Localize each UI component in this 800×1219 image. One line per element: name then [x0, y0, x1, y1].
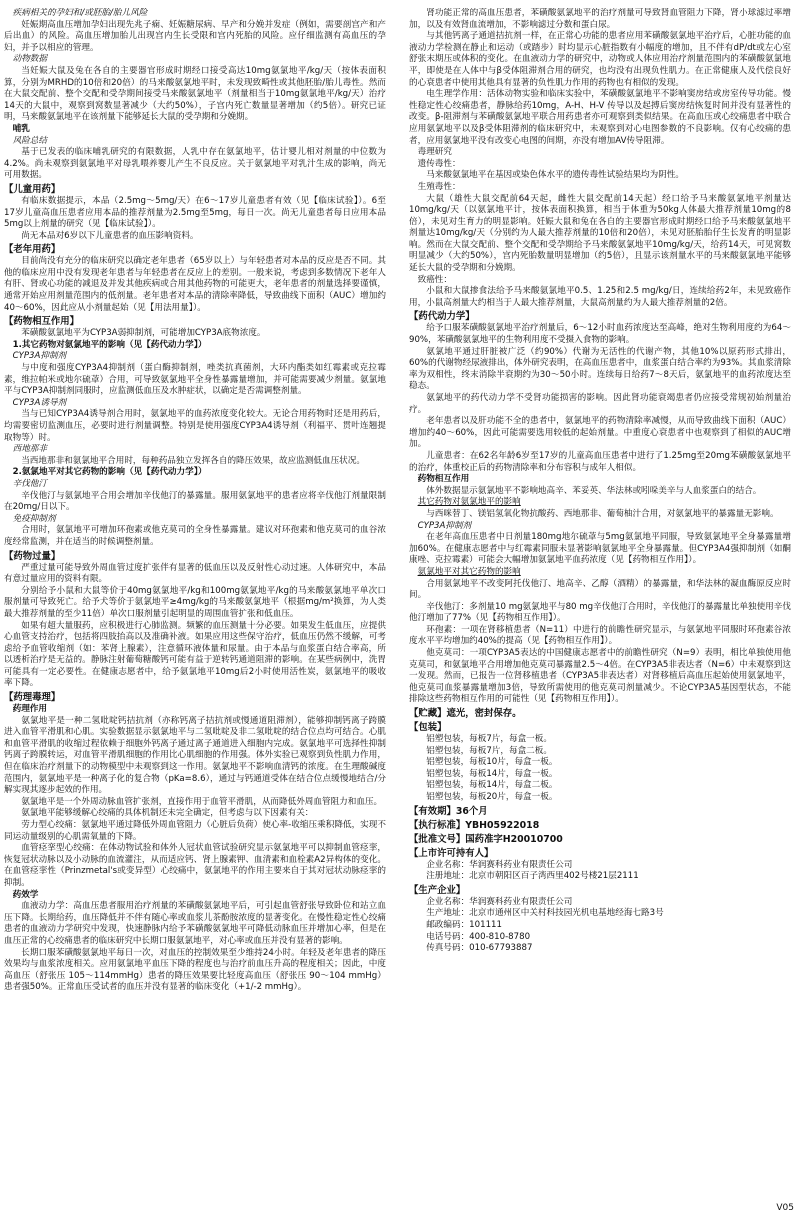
paragraph: 生殖毒性：: [417, 181, 461, 192]
paragraph: 妊娠期高血压增加孕妇出现先兆子痫、妊娠糖尿病、早产和分娩并发症（例如，需要剖宫产和产后出血）的风险。高血压增加胎儿出现宫内生长受限和宫内死胎的风险。应仔细监测有高血压的孕妇，并予以相应的管理。: [4, 19, 386, 53]
info-label: 注册地址：: [426, 871, 470, 882]
info-row: [409, 943, 791, 955]
paragraph: 马来酸氨氯地平在基因或染色体水平的遗传毒性试验结果均为阴性。: [426, 170, 685, 181]
subsection-title: 西地那非: [12, 444, 47, 455]
subsection-title: 免疫抑制剂: [12, 513, 56, 524]
paragraph: 血液动力学：高血压患者服用治疗剂量的苯磺酸氨氯地平后，可引起血管舒张导致卧位和站立血压下降。长期给药，血压降低并不伴有随心率或血浆儿茶酚胺浓度的显著变化。在慢性稳定性心绞痛患者的血液动力学研究中发现，快速静脉内给予苯磺酸氨氯地平可降低动脉血压并增加心率，但是在血压正常的心绞痛患者的临床研究中长期口服氨氯地平，对心率或血压并没有显著的影响。: [4, 901, 386, 946]
paragraph: 当与已知CYP3A4诱导剂合用时，氨氯地平的血药浓度变化较大。无论合用药物时还是用药后，均需要密切监测血压，必要时进行剂量调整。特别是使用强度CYP3A4诱导剂（利福平、贯叶连翘提取物等）时。: [4, 409, 386, 443]
paragraph: 辛伐他汀：多剂量10 mg氨氯地平与80 mg辛伐他汀合用时，辛伐他汀的暴露量比单独使用辛伐他汀增加了77%（见【药物相互作用】）。: [409, 601, 791, 624]
paragraph: 铝塑包装，每板10片，每盒一板。: [426, 757, 558, 768]
paragraph: 劳力型心绞痛：氨氯地平通过降低外周血管阻力（心脏后负荷）使心率-收缩压乘积降低，实现不同运动量级别的心肌需氧量的下降。: [4, 820, 386, 842]
paragraph: 当妊娠大鼠及兔在各自的主要器官形成时期经口接受高达10mg氨氯地平/kg/天（按体表面积算，分别为MRHD的10倍和20倍）的马来酸氨氯地平时，未发现致畸性或其他胚胎/胎儿毒性。然而在大鼠交配前、整个交配和受孕期间接受马来酸氨氯地平（剂量相当于10mg氨氯地平/kg/天）治疗14天的大鼠中，观察到窝数显著减少（大约50%），子宫内死亡数量显著增加（约5倍）。研究已证明，马来酸氨氯地平在该剂量下能够延长大鼠的受孕期和分娩期。: [4, 65, 386, 123]
paragraph: 氨氯地平是一个外周动脉血管扩张剂，直接作用于血管平滑肌，从而降低外周血管阻力和血压。: [21, 796, 383, 807]
section-heading: 【执行标准】YBH05922018: [409, 819, 540, 831]
paragraph: 合用时，氨氯地平可增加环孢素或他克莫司的全身性暴露量。建议对环孢素和他克莫司的血谷浓度经常监测，并在适当的时候调整剂量。: [4, 525, 386, 547]
paragraph: 严重过量可能导致外周血管过度扩张伴有显著的低血压以及反射性心动过速。人体研究中，本品有意过量应用的资料有限。: [4, 562, 386, 585]
info-label: 电话号码：: [426, 931, 470, 942]
section-heading: 【包装】: [409, 722, 447, 734]
paragraph: 尚无本品对6岁以下儿童患者的血压影响资料。: [21, 230, 199, 241]
paragraph: 基于已发表的临床哺乳研究的有限数据，人乳中存在氨氯地平，估计婴儿相对剂量的中位数为 4.2%。尚未观察到氨氯地平对母乳喂养婴儿产生不良反应。关于氨氯地平对乳汁生成的影响，尚无可用数据。: [4, 147, 386, 181]
info-row: [409, 908, 791, 920]
paragraph: 分别给予小鼠和大鼠等价于40mg氨氯地平/kg和100mg氨氯地平/kg的马来酸氨氯地平单次口服剂量可导致死亡。给予犬等价于氨氯地平≥4mg/kg的马来酸氨氯地平（根据mg/m²换算，为人类最大推荐剂量的至少11倍）单次口服剂量引起明显的周围血管扩张和低血压。: [4, 585, 386, 619]
info-row: [409, 920, 791, 932]
info-value: 北京市通州区中关村科技园光机电基地经海七路3号: [469, 908, 664, 919]
paragraph: 与其他钙离子通道拮抗剂一样，在正常心功能的患者应用苯磺酸氨氯地平治疗后，心脏功能的血液动力学检测在静止和运动（或踏步）时均显示心脏指数有小幅度的增加，且不伴有dP/dt或左心室舒张末期压或体积的变化。在血液动力学的研究中，动物或人体应用治疗剂量范围内的苯磺酸氨氯地平，即使是在人体中与β受体阻滞剂合用的研究，也均没有出现负性肌力。在正常健康人及代偿良好的心衰患者中使用其他具有显著的负性肌力作用的药物也有相似的发现。: [409, 31, 791, 88]
paragraph: 在老年高血压患者中日剂量180mg地尔硫䓬与5mg氨氯地平同服，导致氨氯地平全身暴露量增加60%。在健康志愿者中与红霉素同服未显著影响氨氯地平全身暴露量。但CYP3A4强抑制剂（如酮康唑、克拉霉素）可能会大幅增加氨氯地平血药浓度（见【药物相互作用】）。: [409, 532, 791, 566]
info-label: 企业名称：: [426, 859, 470, 870]
subsection-title: 风险总结: [12, 135, 47, 146]
paragraph: 给予口服苯磺酸氨氯地平治疗剂量后，6～12小时血药浓度达至高峰，绝对生物利用度约为64～90%，苯磺酸氨氯地平的生物利用度不受摄入食物的影响。: [409, 323, 791, 346]
paragraph: 与西咪替丁、镁铝氢氧化物抗酸药、西地那非、葡萄柚汁合用，对氨氯地平的暴露量无影响。: [426, 508, 779, 519]
subheading: 氨氯地平对其它药物的影响: [417, 566, 521, 577]
paragraph: 氨氯地平是一种二氢吡啶钙拮抗剂（亦称钙离子拮抗剂或慢通道阻滞剂），能够抑制钙离子跨膜进入血管平滑肌和心肌。实验数据显示氨氯地平与二氢吡啶及非二氢吡啶的结合位点均可结合。心肌和血管平滑肌的收缩过程依赖于细胞外钙离子通过离子通道进入细胞内完成。氨氯地平可选择性抑制钙离子跨膜转运，对血管平滑肌细胞的作用比心肌细胞的作用强。体外实验已观察到负性肌力作用，但在临床治疗剂量下的动物模型中未观察到这一作用。氨氯地平不影响血清钙的浓度。在生理酸碱度范围内，氨氯地平是一种离子化的复合物（pKa=8.6），通过与钙通道受体在结合位点缓慢地结合/分解实现其逐步起效的作用。: [4, 715, 386, 796]
info-row: [409, 932, 791, 944]
paragraph: 目前尚没有充分的临床研究以确定老年患者（65岁以上）与年轻患者对本品的反应是否不同。其他的临床应用中没有发现老年患者与年轻患者在反应上的差别。一般来说，考虑到多数情况下老年人有肝、肾或心功能的减退及并发其他疾病或合用其他药物的可能更大，老年患者的剂量选择要谨慎，通常开始应用剂量范围内的低剂量。老年患者对本品的清除率降低，导致曲线下面积（AUC）增加约40～60%，因此应从小剂量起始（见【用法用量】）。: [4, 256, 386, 313]
paragraph: 辛伐他汀与氨氯地平合用会增加辛伐他汀的暴露量。服用氨氯地平的患者应将辛伐他汀剂量限制在20mg/日以下。: [4, 490, 386, 513]
subheading: 药理作用: [12, 704, 47, 715]
section-heading: 【贮藏】遮光，密封保存。: [409, 708, 522, 720]
paragraph: 合用氨氯地平不改变阿托伐他汀、地高辛、乙醇（酒精）的暴露量，和华法林的凝血酶原反应时间。: [409, 578, 791, 601]
section-heading: 【儿童用药】: [4, 183, 61, 195]
left-column: [4, 8, 386, 1198]
paragraph: 苯磺酸氨氯地平为CYP3A弱抑制剂，可能增加CYP3A底物浓度。: [21, 328, 266, 339]
info-label: 传真号码：: [426, 943, 470, 954]
paragraph: 儿童患者：在62名年龄6岁至17岁的儿童高血压患者中进行了1.25mg至20mg苯磺酸氨氯地平的治疗，体重校正后的药物清除率和分布容积与成年人相似。: [409, 450, 791, 473]
subheading: 2.氨氯地平对其它药物的影响（见【药代动力学】）: [12, 467, 207, 478]
paragraph: 肾功能正常的高血压患者，苯磺酸氨氯地平的治疗剂量可导致肾血管阻力下降，肾小球滤过率增加，以及有效肾血流增加，不影响滤过分数和蛋白尿。: [409, 8, 791, 30]
info-value: 华润赛科药业有限责任公司: [469, 896, 573, 907]
paragraph: 小鼠和大鼠掺食法给予马来酸氨氯地平0.5、1.25和2.5 mg/kg/日，连续给药2年，未见致癌作用，小鼠高剂量大约相当于人最大推荐剂量，大鼠高剂量约为人最大推荐剂量的2倍。: [409, 286, 791, 308]
right-column: [409, 8, 791, 1198]
paragraph: 铝塑包装，每板7片，每盒二板。: [426, 745, 552, 756]
paragraph: 大鼠（雄性大鼠交配前64天起，雌性大鼠交配前14天起）经口给予马来酸氨氯地平剂量达10mg/kg/天（以氨氯地平计，按体表面积换算，相当于体重为50kg人体最大推荐剂量10mg的8倍），未见对生育力的明显影响。妊娠大鼠和兔在各自的主要器官形成时期经口给予马来酸氨氯地平剂量达10mg/kg/天（分别约为人最大推荐剂量的10倍和20倍），未见对胚胎胎仔生长发育的明显影响。然而在大鼠交配前、整个交配和受孕期给予马来酸氨氯地平10mg/kg/天，给药14天，可见窝数明显减少（大约50%），宫内死胎数量明显增加（约5倍），且显示该剂量水平的马来酸氨氯地平能够延长大鼠的受孕期和分娩期。: [409, 193, 791, 274]
info-label: 邮政编码：: [426, 919, 470, 930]
paragraph: 长期口服苯磺酸氨氯地平每日一次，对血压的控制效果至少维持24小时。年轻及老年患者的降压效果均与血浆浓度相关。应用氨氯地平血压下降的程度也与治疗前血压升高的程度相关；因此，中度高血压（舒张压 105～114mmHg）患者的降压效果要比轻度高血压（舒张压 90～104 mmHg）患者强50%。正常血压受试者的血压并没有显著的临床变化（+1/-2 mmHg）。: [4, 947, 386, 993]
section-heading: 【上市许可持有人】: [409, 847, 494, 859]
paragraph: 环孢素：一项在肾移植患者（N=11）中进行的前瞻性研究显示，与氨氯地平同服时环孢素谷浓度水平平均增加约40%的提高（见【药物相互作用】）。: [409, 624, 791, 647]
info-row: [409, 860, 791, 872]
info-value: 010-67793887: [469, 943, 533, 954]
paragraph: 有临床数据提示，本品（2.5mg～5mg/天）在6～17岁儿童患者有效（见【临床试验】）。6至17岁儿童高血压患者应用本品的推荐剂量为2.5mg至5mg，每日一次。尚无儿童患者每日应用本品5mg以上剂量的研究（见【临床试验】）。: [4, 195, 386, 230]
paragraph: 氨氯地平能够缓解心绞痛的具体机制还未完全确定，但考虑与以下因素有关：: [21, 808, 314, 819]
section-heading: 【生产企业】: [409, 884, 466, 896]
section-heading: 【药理毒理】: [4, 692, 61, 704]
info-value: 北京市朝阳区百子湾西里402号楼21层2111: [469, 871, 639, 882]
subsection-title: CYP3A诱导剂: [12, 397, 67, 408]
paragraph: 致癌性：: [417, 274, 452, 285]
info-label: 生产地址：: [426, 908, 470, 919]
paragraph: 当西地那非和氨氯地平合用时，每种药品独立发挥各自的降压效果，故应监测低血压状况。: [21, 455, 365, 466]
info-row: [409, 871, 791, 883]
paragraph: 氨氯地平通过肝脏被广泛（约90%）代谢为无活性的代谢产物，其他10%以原药形式排出，60%的代谢物经尿液排出，体外研究表明，在高血压患者中，血浆蛋白结合率约为93%。其血浆清除率为双相性，终末消除半衰期约为30～50小时。连续每日给药7～8天后，氨氯地平的血药浓度达至稳态。: [409, 346, 791, 392]
paragraph: 与中度和强度CYP3A4抑制剂（蛋白酶抑制剂，唑类抗真菌剂，大环内酯类如红霉素或克拉霉素，维拉帕米或地尔硫䓬）合用，可导致氨氯地平全身性暴露量增加，并可能需要减少剂量。氨氯地平与CYP3A抑制剂同服时，应监测低血压及水肿症状，以确定是否需调整剂量。: [4, 363, 386, 397]
info-label: 企业名称：: [426, 896, 470, 907]
paragraph: 老年患者以及肝功能不全的患者中，氨氯地平的药物清除率减慢，从而导致曲线下面积（AUC）增加约40～60%，因此可能需要选用较低的起始剂量。中重度心衰患者中也观察到了相似的AUC增加。: [409, 416, 791, 450]
subheading: 药物相互作用: [417, 474, 470, 485]
paragraph: 铝塑包装，每板7片，每盒一板。: [426, 734, 552, 745]
paragraph: 他克莫司：一项CYP3A5表达的中国健康志愿者中的前瞻性研究（N=9）表明，相比单独使用他克莫司，和氨氯地平合用增加他克莫司暴露量2.5～4倍。在CYP3A5非表达者（N=6）中未观察到这一发现。然而，已报告一位肾移植患者（CYP3A5非表达者）对肾移植后高血压起始使用氨氯地平，他克莫司血浆暴露量增加3倍，导致所需使用的他克莫司剂量减少。不论CYP3A5基因型状态，不能排除这些药物相互作用的可能性（见【药物相互作用】）。: [409, 648, 791, 705]
subsection-title: CYP3A抑制剂: [417, 520, 472, 531]
paragraph: 铝塑包装，每板14片，每盒二板。: [426, 780, 558, 791]
subheading: 哺乳: [12, 123, 30, 134]
section-heading: 【老年用药】: [4, 244, 61, 256]
paragraph: 铝塑包装，每板14片，每盒一板。: [426, 768, 558, 779]
info-value: 101111: [469, 919, 502, 930]
page-code: V05: [776, 1203, 794, 1214]
paragraph: 电生理学作用：活体动物实验和临床实验中，苯磺酸氨氯地平不影响窦房结或房室传导功能。慢性稳定性心绞痛患者，静脉给药10mg，A-H、H-V 传导以及起搏后窦房结恢复时间并没有显著性的改变。β-阻滞剂与苯磺酸氨氯地平联合用药患者亦可观察到类似结果。在高血压或心绞痛患者中联合应用氨氯地平以及β受体阻滞剂的临床研究中，未观察到对心电图参数的不良影响。仅有心绞痛的患者，应用氨氯地平没有改变心电图的间期，亦没有增加AV传导阻滞。: [409, 89, 791, 146]
paragraph: 氨氯地平的药代动力学不受肾功能损害的影响。因此肾功能衰竭患者仍应接受常规初始剂量治疗。: [409, 393, 791, 415]
subsection-title: 辛伐他汀: [12, 478, 47, 489]
paragraph: 毒理研究: [417, 147, 452, 158]
subheading: 1.其它药物对氨氯地平的影响（见【药代动力学】）: [12, 339, 207, 350]
paragraph: 铝塑包装，每板20片，每盒一板。: [426, 792, 558, 802]
section-heading: 【批准文号】国药准字H20010700: [409, 833, 563, 845]
info-value: 华润赛科药业有限责任公司: [469, 859, 573, 870]
info-value: 400-810-8780: [469, 931, 531, 942]
section-heading: 【药代动力学】: [409, 311, 475, 323]
paragraph: 如果有超大量服药，应积极进行心肺监测。频繁的血压测量十分必要。如果发生低血压，应提供心血管支持治疗，包括将四肢抬高以及准确补液。如果应用这些保守治疗，低血压仍然不缓解，可考虑给予血管收缩剂（如：苯肾上腺素），注意循环液体量和尿量。由于本品与血浆蛋白结合率高，所以透析治疗是无益的。静脉注射葡萄糖酸钙可能有益于逆转钙通道阻滞的影响。在某些病例中，洗胃可能具有一定必要性。在健康志愿者中，给予氨氯地平10mg后2小时使用活性炭，氨氯地平的吸收率下降。: [4, 620, 386, 689]
section-heading: 【药物相互作用】: [4, 316, 80, 328]
paragraph: 遗传毒性：: [417, 158, 461, 169]
section-heading: 【有效期】36个月: [409, 805, 488, 817]
paragraph: 血管痉挛型心绞痛：在体动物试验和体外人冠状血管试验研究显示氨氯地平可以抑制血管痉挛，恢复冠状动脉以及小动脉的血流灌注，从而适应钙、肾上腺素钾、血清素和血栓素A2异构体的变化。在血管痉挛性（Prinzmetal's或变异型）心绞痛中，氨氯地平的作用主要来自于其对冠状动脉痉挛的抑制。: [4, 843, 386, 888]
section-heading: 【药物过量】: [4, 550, 61, 562]
subsection-title: 动物数据: [12, 54, 47, 65]
info-row: [409, 897, 791, 909]
subheading: 其它药物对氨氯地平的影响: [417, 497, 521, 508]
paragraph: 体外数据显示氨氯地平不影响地高辛、苯妥英、华法林或吲哚美辛与人血浆蛋白的结合。: [426, 485, 762, 496]
subsection-title: CYP3A抑制剂: [12, 351, 67, 362]
subheading: 药效学: [12, 889, 39, 900]
subsection-title: 疾病相关的孕妇和/或胚胎/胎儿风险: [12, 8, 148, 18]
